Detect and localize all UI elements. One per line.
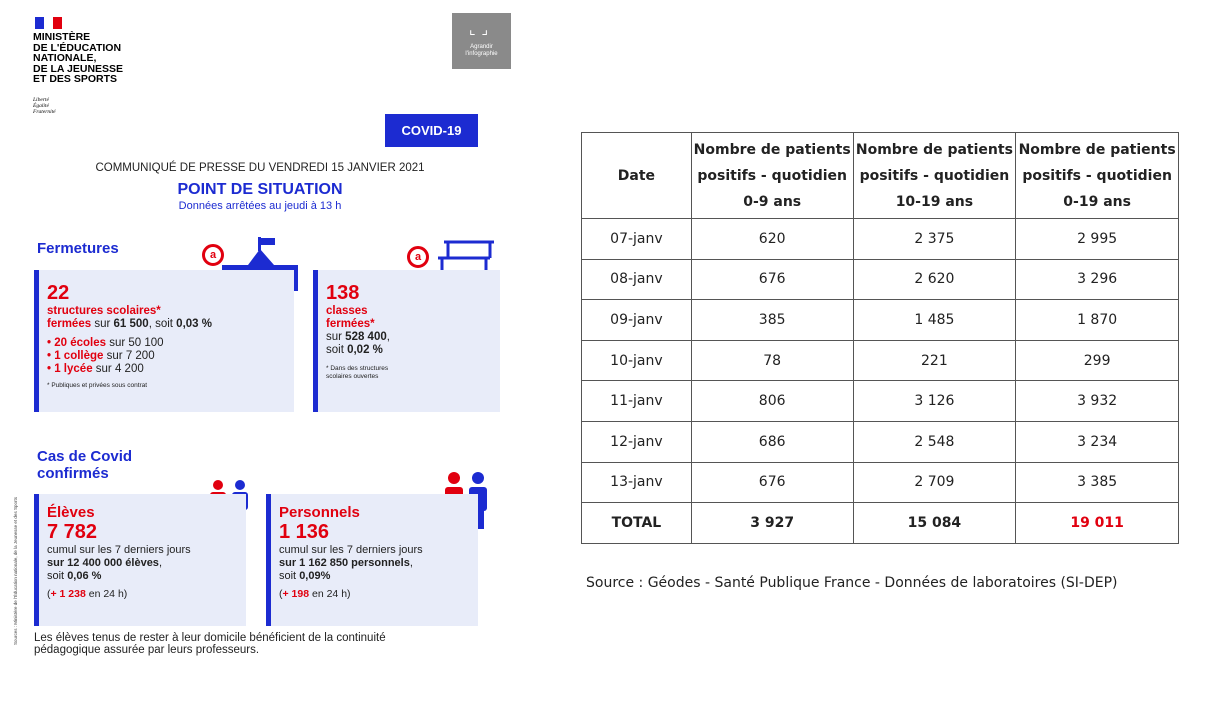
- col-header-date: Date: [582, 133, 692, 219]
- enlarge-infographic-button[interactable]: ⌞⌟ Agrandir l'infographie: [452, 13, 511, 69]
- table-row: 09-janv 385 1 485 1 870: [582, 300, 1179, 341]
- lock-icon: a: [202, 244, 224, 266]
- table-total-row: TOTAL 3 927 15 084 19 011: [582, 503, 1179, 544]
- cas-heading: Cas de Covid confirmés: [37, 448, 133, 482]
- expand-icon: ⌞⌟: [468, 21, 495, 37]
- col-header-0-19: Nombre de patients positifs - quotidien 0-19 ans: [1016, 133, 1179, 219]
- source-note: Source : Géodes - Santé Publique France - Données de laboratoires (SI-DEP): [586, 575, 1118, 591]
- table-header-row: [582, 133, 1179, 219]
- table-row: 13-janv 676 2 709 3 385: [582, 462, 1179, 503]
- table-row: 11-janv 806 3 126 3 932: [582, 381, 1179, 422]
- french-flag-icon: [35, 17, 63, 29]
- ministry-logo-text: MINISTÈRE DE L'ÉDUCATION NATIONALE, DE LA JEUNESSE ET DES SPORTS: [33, 31, 124, 85]
- continuity-note: Les élèves tenus de rester à leur domicile bénéficient de la continuité pédagogique assurée par leurs professeurs.: [34, 632, 386, 656]
- cases-table: [581, 132, 1179, 544]
- page-title: POINT DE SITUATION: [177, 181, 343, 198]
- table-row: 12-janv 686 2 548 3 234: [582, 421, 1179, 462]
- table-row: 07-janv 620 2 375 2 995: [582, 219, 1179, 260]
- covid-badge: COVID-19: [385, 114, 478, 147]
- table-row: 10-janv 78 221 299: [582, 340, 1179, 381]
- page-subtitle: Données arrêtées au jeudi à 13 h: [178, 200, 342, 212]
- press-release-date: COMMUNIQUÉ DE PRESSE DU VENDREDI 15 JANVIER 2021: [95, 162, 425, 174]
- classes-panel: 138 classes fermées* sur 528 400, soit 0,02 % * Dans des structures scolaires ouvertes: [313, 270, 500, 412]
- structures-panel: 22 structures scolaires* fermées sur 61 500, soit 0,03 % • 20 écoles sur 50 100 • 1 collège sur 7 200 • 1 lycée sur 4 200 * Publiques et privées sous contrat: [34, 270, 294, 412]
- devise: Liberté Égalité Fraternité: [33, 97, 56, 115]
- col-header-10-19: Nombre de patients positifs - quotidien 10-19 ans: [853, 133, 1016, 219]
- personnels-panel: Personnels 1 136 cumul sur les 7 derniers jours sur 1 162 850 personnels, soit 0,09% (+ 198 en 24 h): [266, 494, 478, 626]
- lock-icon-classes: a: [407, 246, 429, 268]
- eleves-panel: Élèves 7 782 cumul sur les 7 derniers jours sur 12 400 000 élèves, soit 0,06 % (+ 1 238 en 24 h): [34, 494, 246, 626]
- col-header-0-9: Nombre de patients positifs - quotidien 0-9 ans: [691, 133, 853, 219]
- table-row: 08-janv 676 2 620 3 296: [582, 259, 1179, 300]
- sources-vertical-note: Sources : Ministère de l'Éducation nationale, de la Jeunesse et des Sports: [13, 497, 18, 645]
- fermetures-heading: Fermetures: [37, 240, 119, 257]
- infographic: [0, 0, 520, 720]
